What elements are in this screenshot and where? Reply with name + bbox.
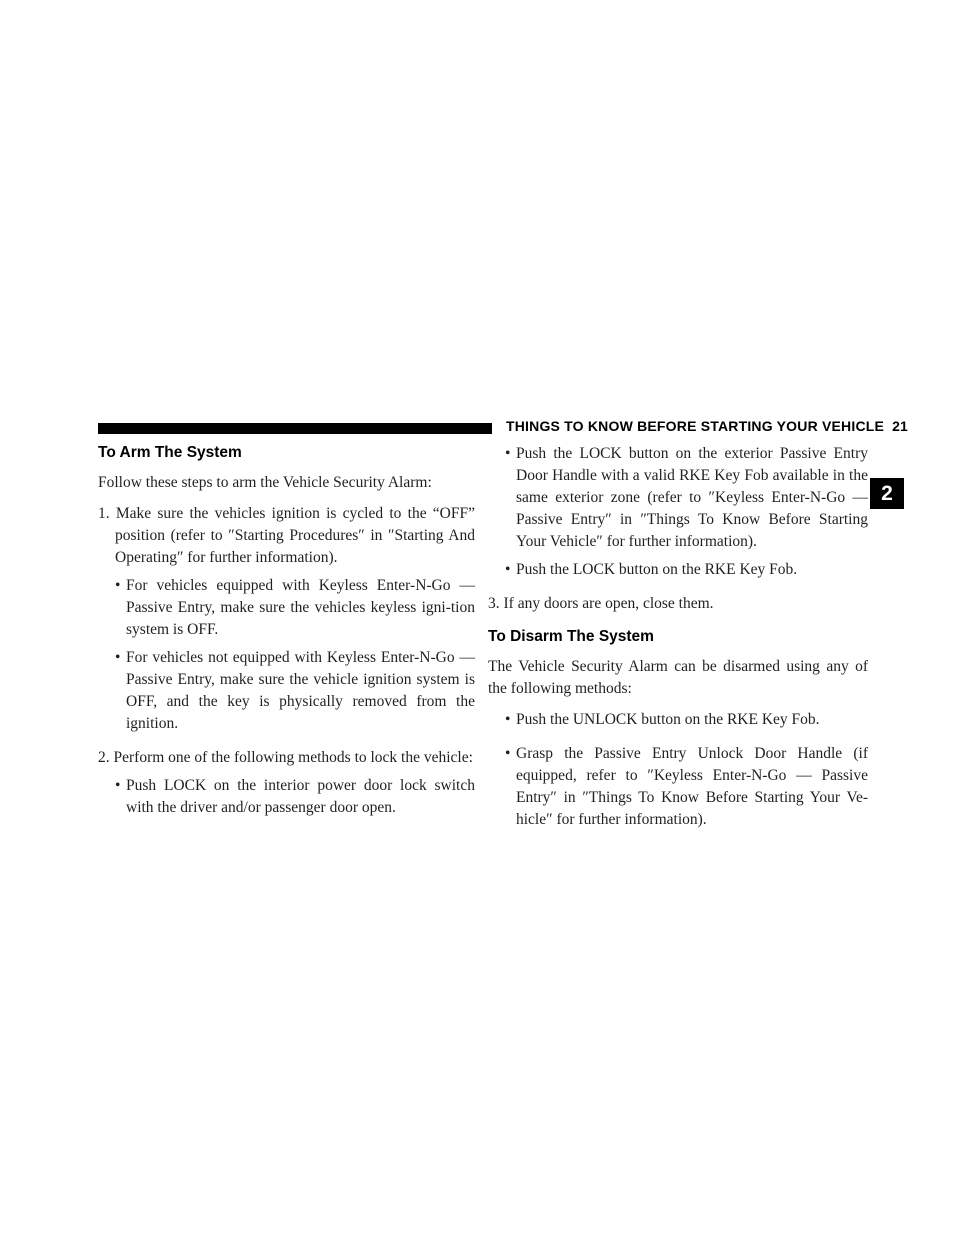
bullet-text: Push the LOCK button on the exterior Passive Entry Door Handle with a valid RKE Key Fob available in the same exterior zone (refer to ″Keyless Enter-N-Go — Passive Entry″ in ″Things To Know Before Starting Your Vehicle″ for further information). — [516, 445, 868, 550]
bullet-icon: • — [115, 649, 121, 666]
bullet-icon: • — [505, 711, 511, 728]
right-column — [488, 443, 868, 831]
arm-step-1: 1. Make sure the vehicles ignition is cycled to the “OFF” position (refer to ″Starting Procedures″ in ″Starting And Operating″ for further information). — [98, 505, 475, 566]
arm-step-2: 2. Perform one of the following methods to lock the vehicle: — [98, 749, 473, 766]
bullet-icon: • — [505, 745, 511, 762]
heading-arm-system: To Arm The System — [98, 444, 242, 461]
bullet-icon: • — [115, 777, 121, 794]
bullet-icon: • — [115, 577, 121, 594]
left-column — [98, 443, 475, 819]
bullet-text: For vehicles equipped with Keyless Enter-N-Go — Passive Entry, make sure the vehicles keyless igni-tion system is OFF. — [126, 577, 475, 638]
chapter-tab: 2 — [870, 478, 904, 509]
list-item — [98, 775, 475, 819]
list-item — [98, 575, 475, 641]
section-title: THINGS TO KNOW BEFORE STARTING YOUR VEHICLE — [506, 418, 885, 434]
arm-intro: Follow these steps to arm the Vehicle Security Alarm: — [98, 474, 432, 491]
bullet-text: Push the UNLOCK button on the RKE Key Fob. — [516, 711, 820, 728]
page-number: 21 — [892, 418, 909, 434]
list-item — [488, 709, 868, 731]
bullet-text: For vehicles not equipped with Keyless Enter-N-Go — Passive Entry, make sure the vehicle ignition system is OFF, and the key is physically removed from the ignition. — [126, 649, 475, 732]
running-header — [506, 418, 908, 434]
disarm-intro: The Vehicle Security Alarm can be disarmed using any of the following methods: — [488, 658, 868, 697]
list-item — [488, 559, 868, 581]
bullet-text: Push the LOCK button on the RKE Key Fob. — [516, 561, 798, 578]
bullet-text: Grasp the Passive Entry Unlock Door Handle (if equipped, refer to ″Keyless Enter-N-Go — Passive Entry″ in ″Things To Know Before Starting Your Ve-hicle″ for further information). — [516, 745, 868, 828]
list-item — [98, 647, 475, 735]
bullet-icon: • — [505, 561, 511, 578]
header-rule — [98, 423, 492, 434]
bullet-icon: • — [505, 445, 511, 462]
list-item — [488, 443, 868, 553]
list-item — [488, 743, 868, 831]
bullet-text: Push LOCK on the interior power door lock switch with the driver and/or passenger door open. — [126, 777, 475, 816]
heading-disarm-system: To Disarm The System — [488, 628, 654, 645]
arm-step-3: 3. If any doors are open, close them. — [488, 595, 714, 612]
